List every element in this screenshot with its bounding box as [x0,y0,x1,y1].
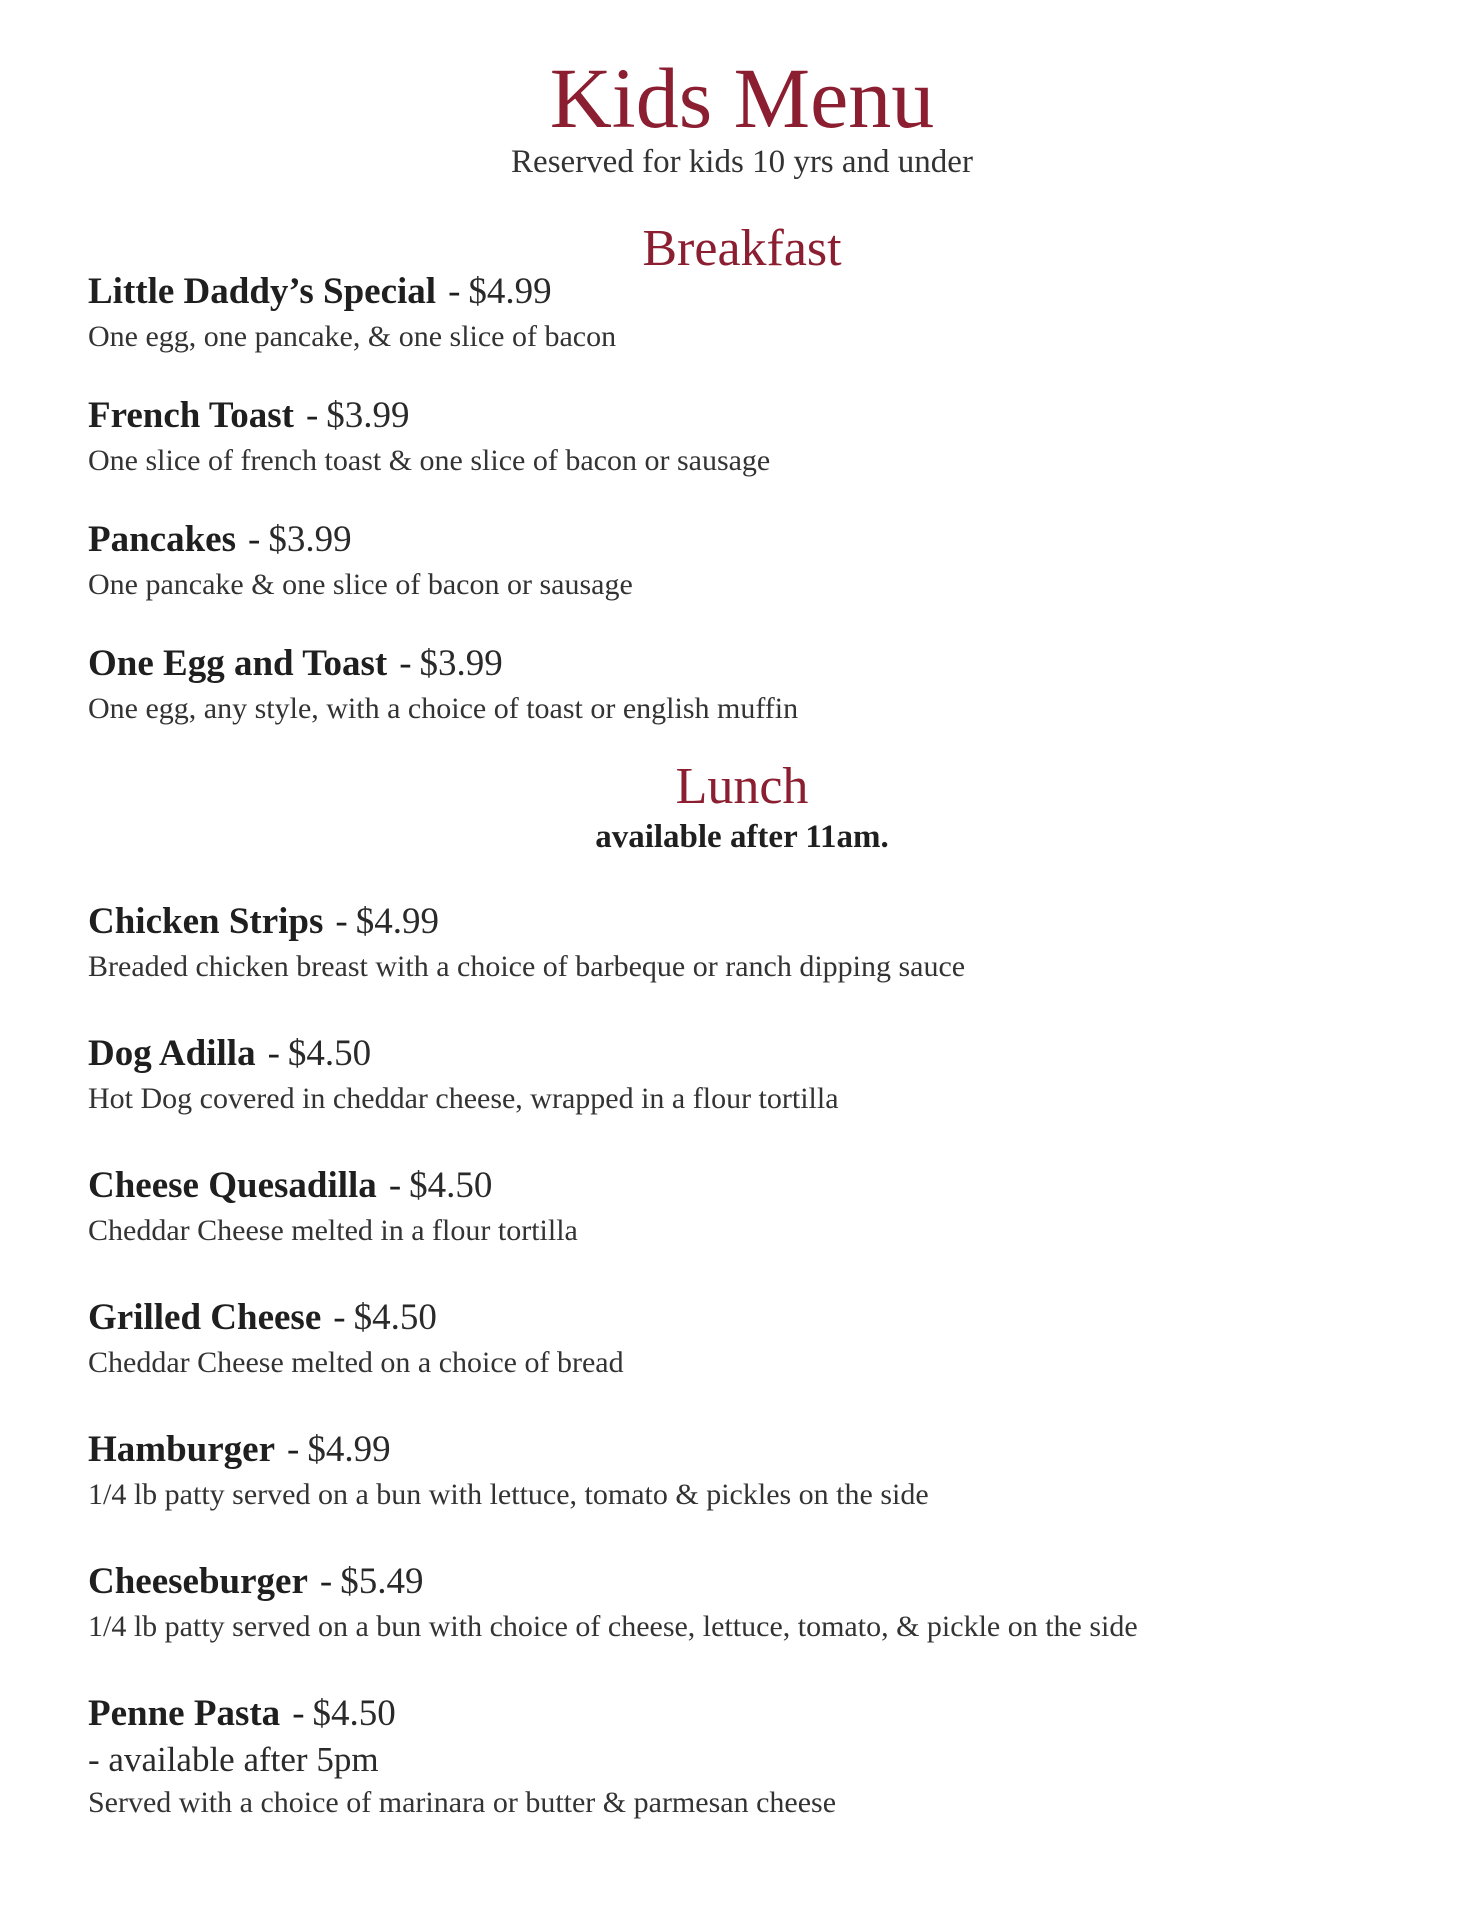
item-price: $4.50 [353,1297,437,1338]
item-name: Cheese Quesadilla [88,1165,377,1206]
price-separator: - [335,901,348,942]
item-title-line [88,1426,1468,1474]
item-description: Served with a choice of marinara or butter & parmesan cheese [88,1786,837,1819]
item-description: Cheddar Cheese melted on a choice of bread [88,1346,624,1379]
item-name: Dog Adilla [88,1033,256,1074]
menu-item [88,516,1468,606]
item-title-line [88,516,1468,564]
lunch-heading: Lunch [675,758,809,815]
menu-item [88,1426,1468,1516]
price-separator: - [287,1429,300,1470]
menu-item [88,1294,1468,1384]
item-price: $4.50 [409,1165,493,1206]
item-title-line [88,1162,1468,1210]
lunch-availability-note: available after 11am. [595,819,889,855]
item-price: $3.99 [419,643,503,684]
item-description: 1/4 lb patty served on a bun with lettuce, tomato & pickles on the side [88,1478,929,1511]
menu-item [88,898,1468,988]
price-separator: - [267,1033,280,1074]
price-separator: - [399,643,412,684]
item-description: One slice of french toast & one slice of bacon or sausage [88,444,771,477]
item-title-line [88,1690,1468,1738]
menu-item [88,1030,1468,1120]
menu-item [88,392,1468,482]
price-separator: - [333,1297,346,1338]
breakfast-heading: Breakfast [642,220,842,277]
item-name: Hamburger [88,1429,276,1470]
item-availability-note: - available after 5pm [88,1740,379,1779]
item-description: Cheddar Cheese melted in a flour tortilla [88,1214,578,1247]
item-title-line [88,1294,1468,1342]
menu-item [88,1558,1468,1648]
item-price: $4.99 [355,901,439,942]
item-name: Penne Pasta [88,1693,281,1734]
item-name: Cheeseburger [88,1561,308,1602]
item-price: $3.99 [268,519,352,560]
item-name: One Egg and Toast [88,643,388,684]
menu-item [88,268,1468,358]
item-price: $3.99 [326,395,410,436]
item-name: Pancakes [88,519,236,560]
item-title-line [88,392,1468,440]
menu-item [88,640,1468,730]
item-description: One egg, any style, with a choice of toast or english muffin [88,692,799,725]
price-separator: - [292,1693,305,1734]
menu-subtitle: Reserved for kids 10 yrs and under [511,144,973,180]
item-title-line [88,1558,1468,1606]
menu-item [88,1690,1468,1824]
item-title-line [88,898,1468,946]
price-separator: - [388,1165,402,1206]
item-title-line [88,640,1468,688]
item-description: One egg, one pancake, & one slice of bacon [88,320,617,353]
price-separator: - [305,395,319,436]
item-description: One pancake & one slice of bacon or sausage [88,568,633,601]
item-name: Little Daddy’s Special [88,271,437,312]
price-separator: - [319,1561,333,1602]
item-description: Breaded chicken breast with a choice of barbeque or ranch dipping sauce [88,950,966,983]
item-title-line [88,1030,1468,1078]
item-price: $4.99 [468,271,552,312]
item-description: 1/4 lb patty served on a bun with choice of cheese, lettuce, tomato, & pickle on the side [88,1610,1138,1643]
item-description: Hot Dog covered in cheddar cheese, wrapped in a flour tortilla [88,1082,839,1115]
item-name: Chicken Strips [88,901,324,942]
price-separator: - [248,519,261,560]
item-title-line [88,268,1468,316]
item-price: $5.49 [340,1561,424,1602]
item-price: $4.99 [307,1429,391,1470]
menu-item [88,1162,1468,1252]
item-name: Grilled Cheese [88,1297,322,1338]
item-name: French Toast [88,395,294,436]
menu-title: Kids Menu [549,50,935,146]
price-separator: - [448,271,461,312]
item-price: $4.50 [287,1033,372,1074]
item-price: $4.50 [312,1693,396,1734]
